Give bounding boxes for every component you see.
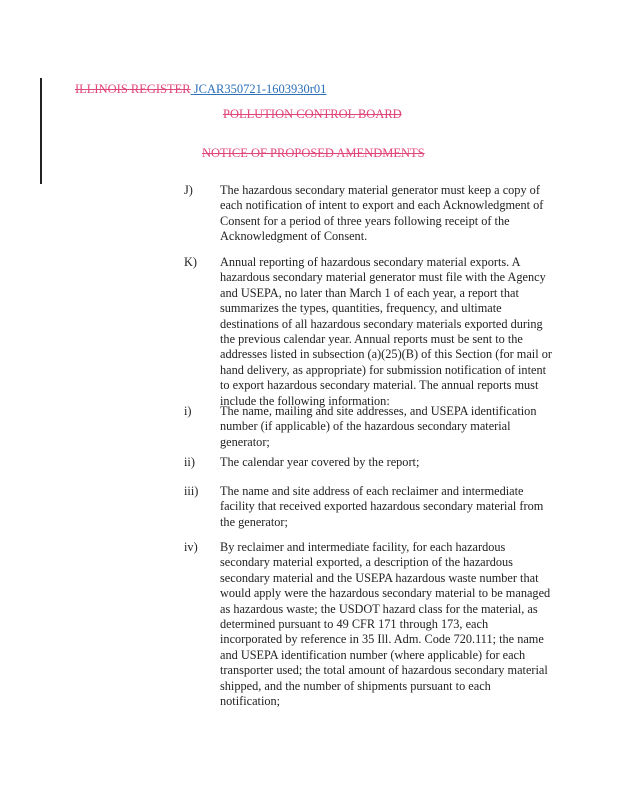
text-line: The calendar year covered by the report; [220, 455, 420, 469]
text-line: number (if applicable) of the hazardous secondary material [220, 419, 511, 434]
paragraph-text [220, 484, 543, 530]
paragraph-marker: iv) [184, 540, 198, 554]
text-line: The hazardous secondary material generator must keep a copy of [220, 183, 540, 197]
paragraph-marker: J) [184, 183, 193, 197]
text-line: include the following information: [220, 393, 390, 408]
text-line: facility that received exported hazardous secondary material from [220, 499, 544, 514]
text-line: determined pursuant to 49 CFR 171 through 173, each [220, 616, 489, 631]
text-line: Annual reporting of hazardous secondary material exports. A [220, 255, 521, 269]
text-line: incorporated by reference in 35 Ill. Adm. Code 720.111; the name [220, 632, 544, 647]
change-bar [40, 78, 42, 184]
text-line: destinations of all hazardous secondary materials exported during [220, 316, 543, 331]
paragraph-text [220, 540, 550, 709]
text-line: each notification of intent to export and each Acknowledgment of [220, 198, 544, 213]
paragraph-marker: i) [184, 404, 192, 418]
text-line: hand delivery, as appropriate) for submission notification of intent [220, 362, 547, 377]
text-line: generator; [220, 434, 270, 449]
text-line: would apply were the hazardous secondary material to be managed [220, 586, 551, 601]
text-line: The name and site address of each reclaimer and intermediate [220, 484, 524, 498]
text-line: the generator; [220, 514, 288, 529]
text-line: and USEPA, no later than March 1 of each year, a report that [220, 285, 519, 300]
paragraph-marker: ii) [184, 455, 195, 469]
text-line: addresses listed in subsection (a)(25)(B) of this Section (for mail or [220, 347, 552, 362]
text-line: summarizes the types, quantities, frequency, and ultimate [220, 301, 502, 316]
text-line: By reclaimer and intermediate facility, for each hazardous [220, 540, 506, 554]
notice-title: NOTICE OF PROPOSED AMENDMENTS [202, 146, 425, 160]
text-line: and USEPA identification number (where applicable) for each [220, 647, 526, 662]
text-line: Acknowledgment of Consent. [220, 229, 368, 244]
text-line: to export hazardous secondary material. The annual reports must [220, 378, 539, 393]
text-line: the previous calendar year. Annual reports must be sent to the [220, 331, 523, 346]
paragraph-marker: iii) [184, 484, 199, 498]
text-line: as hazardous waste; the USDOT hazard class for the material, as [220, 601, 538, 616]
board-title: POLLUTION CONTROL BOARD [223, 107, 402, 121]
paragraph-text [220, 183, 543, 245]
text-line: notification; [220, 693, 281, 708]
text-line: secondary material exported, a description of the hazardous [220, 555, 513, 570]
register-inserted: JCAR350721-1603930r01 [193, 82, 327, 96]
text-line: hazardous secondary material generator must file with the Agency [220, 270, 546, 285]
register-deleted: ILLINOIS REGISTER [75, 82, 191, 96]
paragraph-text [220, 404, 536, 450]
paragraph-text [220, 255, 552, 409]
paragraph-marker: K) [184, 255, 197, 269]
text-line: shipped, and the number of shipments pursuant to each [220, 678, 491, 693]
text-line: The name, mailing and site addresses, and USEPA identification [220, 404, 537, 418]
text-line: transporter used; the total amount of hazardous secondary material [220, 663, 548, 678]
text-line: Consent for a period of three years following receipt of the [220, 213, 510, 228]
text-line: secondary material and the USEPA hazardous waste number that [220, 570, 539, 585]
paragraph-text [220, 455, 419, 470]
register-header [75, 82, 326, 97]
